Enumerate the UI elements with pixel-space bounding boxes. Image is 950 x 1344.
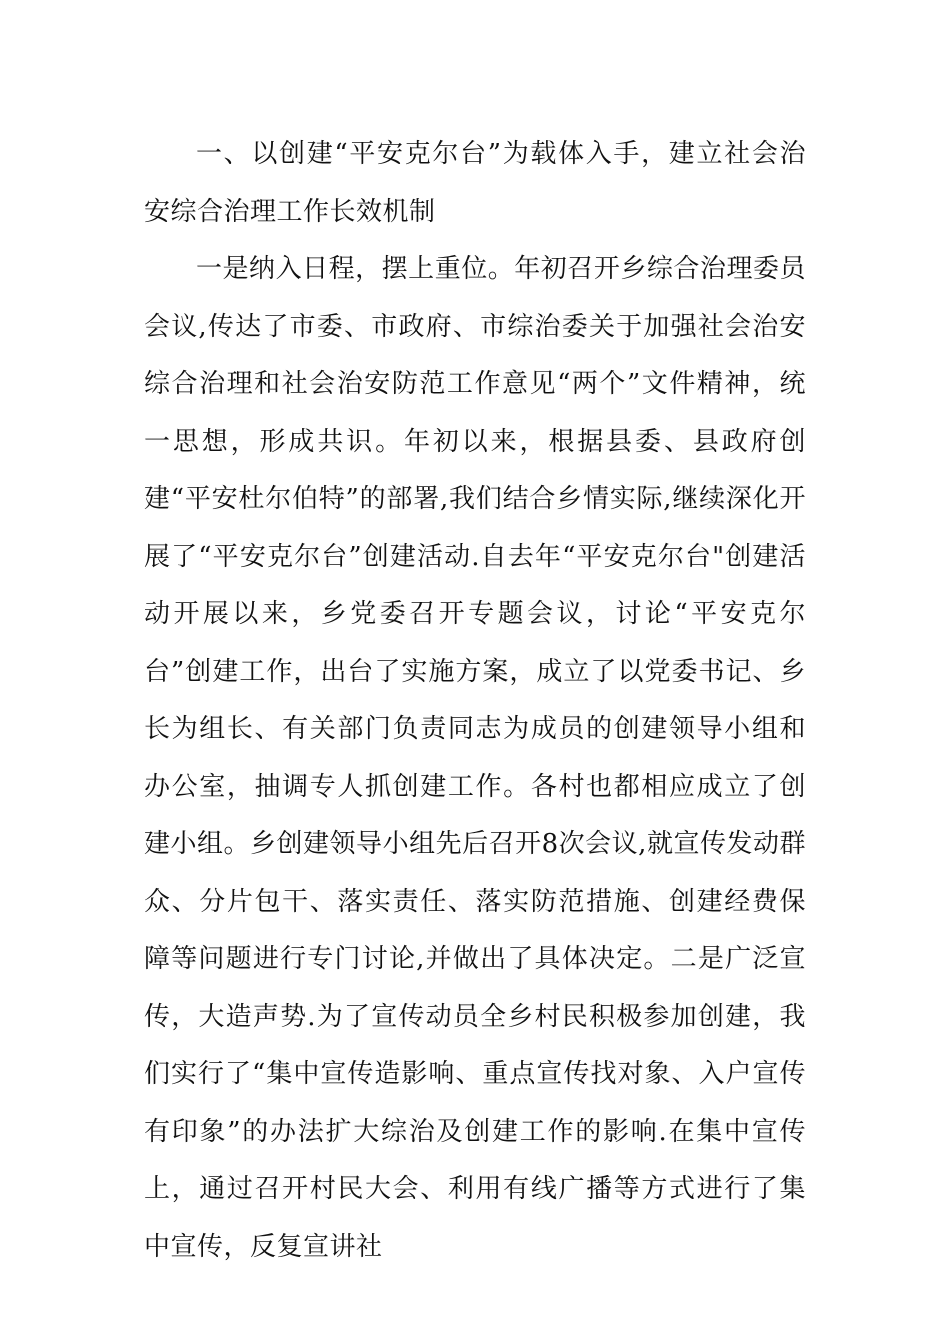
document-body: [144, 126, 806, 1276]
section-heading: 一、以创建“平安克尔台”为载体入手，建立社会治安综合治理工作长效机制: [144, 139, 806, 227]
body-paragraph: 一是纳入日程，摆上重位。年初召开乡综合治理委员会议,传达了市委、市政府、市综治委关于加强社会治安综合治理和社会治安防范工作意见“两个”文件精神，统一思想，形成共识。年初以来，根据县委、县政府创建“平安杜尔伯特”的部署,我们结合乡情实际,继续深化开展了“平安克尔台”创建活动.自去年“平安克尔台"创建活动开展以来，乡党委召开专题会议，讨论“平安克尔台”创建工作，出台了实施方案，成立了以党委书记、乡长为组长、有关部门负责同志为成员的创建领导小组和办公室，抽调专人抓创建工作。各村也都相应成立了创建小组。乡创建领导小组先后召开8次会议,就宣传发动群众、分片包干、落实责任、落实防范措施、创建经费保障等问题进行专门讨论,并做出了具体决定。二是广泛宣传，大造声势.为了宣传动员全乡村民积极参加创建，我们实行了“集中宣传造影响、重点宣传找对象、入户宣传有印象”的办法扩大综治及创建工作的影响.在集中宣传上，通过召开村民大会、利用有线广播等方式进行了集中宣传，反复宣讲社: [144, 254, 806, 1262]
